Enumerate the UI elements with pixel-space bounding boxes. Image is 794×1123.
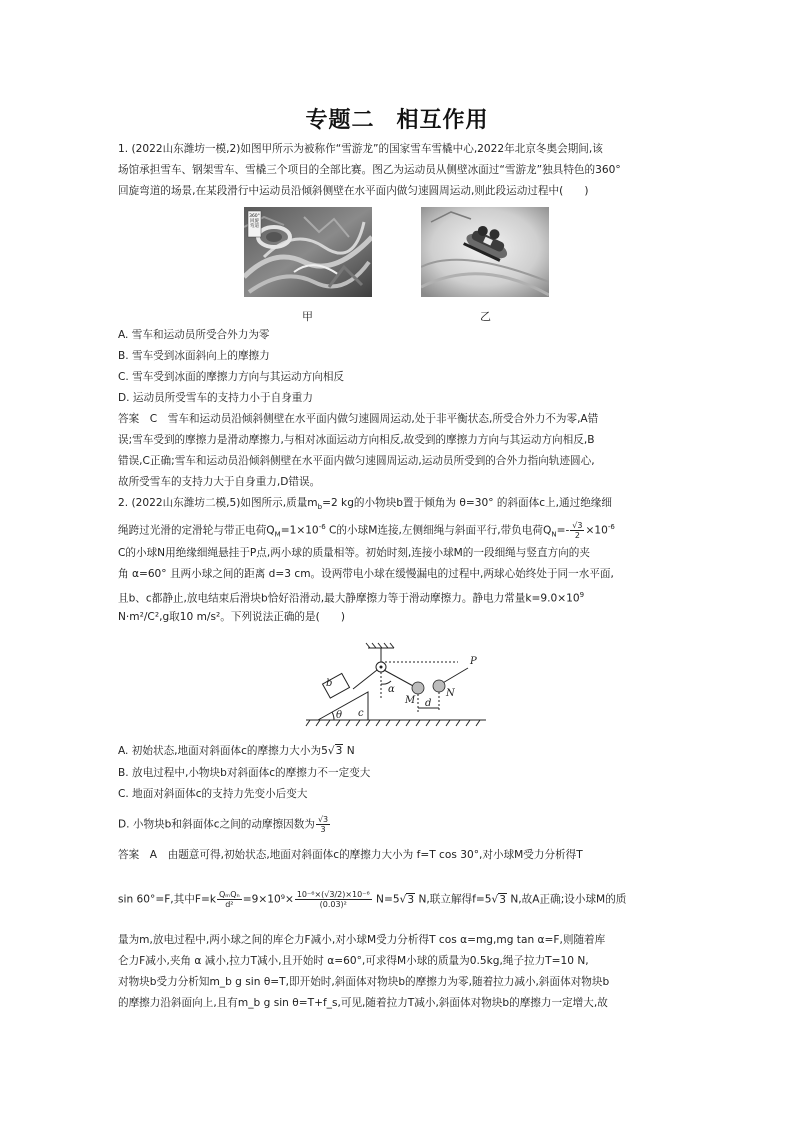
- incline-pulley-diagram: [296, 640, 496, 732]
- q2-fraction-num: √3: [572, 521, 583, 531]
- q2-option-a-suffix: N: [343, 745, 355, 757]
- q2-ans2-d: N,联立解得f=5: [415, 893, 492, 906]
- label-c: c: [358, 708, 364, 719]
- q2-fraction: [570, 521, 584, 540]
- q2-line-1-sub: b: [317, 503, 323, 512]
- q1-option-c: C. 雪车受到冰面的摩擦力方向与其运动方向相反: [118, 371, 345, 383]
- q2-line-1: [118, 496, 678, 515]
- q2-ans2-a: sin 60°=F,其中F=k: [118, 893, 216, 906]
- q2-answer-line-1: 答案 A 由题意可得,初始状态,地面对斜面体c的摩擦力大小为 f=T cos 30°,对小球M受力分析得T: [118, 849, 583, 861]
- label-alpha: α: [388, 684, 395, 695]
- q2-option-a: A. 初始状态,地面对斜面体c的摩擦力大小为5√3 N: [118, 745, 355, 757]
- ball-n: [433, 680, 445, 692]
- q2-line-2-c: C的小球M连接,左侧细绳与斜面平行,带负电荷Q: [325, 524, 552, 537]
- q2-ans2-frac2-num: 10⁻⁶×(√3/2)×10⁻⁶: [296, 890, 370, 899]
- q2-option-d: [118, 815, 678, 834]
- page-title: [0, 103, 794, 134]
- sliding-track-aerial-image: [244, 207, 372, 297]
- q1-option-b: B. 雪车受到冰面斜向上的摩擦力: [118, 350, 270, 362]
- q2-ans2-e: N,故A正确;设小球M的质: [507, 893, 627, 906]
- q2-diagram: [296, 640, 496, 732]
- q1-answer-line-4: 故所受雪车的支持力大于自身重力,D错误。: [118, 476, 321, 488]
- q2-option-d-den: 3: [320, 825, 326, 834]
- ball-m: [412, 682, 424, 694]
- q2-line-1-a: 2. (2022山东潍坊二模,5)如图所示,质量m: [118, 497, 318, 509]
- q2-ans2-frac1: [217, 890, 242, 909]
- label-d: d: [425, 698, 432, 709]
- q2-line-5-a: 且b、c都静止,放电结束后滑块b恰好沿滑动,最大静摩擦力等于滑动摩擦力。静电力常量k=9.0×10: [118, 592, 580, 605]
- q2-option-d-num: √3: [317, 815, 329, 824]
- q2-line-3: C的小球N用绝缘细绳悬挂于P点,两小球的质量相等。初始时刻,连接小球M的一段细绳与竖直方向的夹: [118, 547, 590, 559]
- q2-answer-line-6: 的摩擦力沿斜面向上,且有m_b g sin θ=T+f_s,可见,随着拉力T减小,斜面体对物块b的摩擦力一定增大,故: [118, 997, 608, 1009]
- q2-line-2-sup: -6: [318, 523, 326, 531]
- label-b: b: [326, 678, 333, 689]
- title-topic: 专题二: [305, 108, 375, 133]
- figure-b-caption: 乙: [480, 310, 491, 323]
- q1-line-1: 1. (2022山东潍坊一模,2)如图甲所示为被称作“雪游龙”的国家雪车雪橇中心,2022年北京冬奥会期间,该: [118, 143, 603, 155]
- q2-answer-line-3: 量为m,放电过程中,两小球之间的库仑力F减小,对小球M受力分析得T cos α=mg,mg tan α=F,则随着库: [118, 934, 606, 946]
- title-subject: 相互作用: [396, 108, 489, 133]
- q2-line-2-d: =-: [556, 524, 570, 537]
- q1-line-3: 回旋弯道的场景,在某段滑行中运动员沿倾斜侧壁在水平面内做匀速圆周运动,则此段运动过程中( ): [118, 185, 589, 197]
- q2-ans2-sqrt: 3: [407, 893, 415, 906]
- q2-line-5-sup: 9: [579, 591, 585, 599]
- q2-ans2-sqrt2: 3: [499, 893, 507, 906]
- q1-line-2: 场馆承担雪车、钢架雪车、雪橇三个项目的全部比赛。图乙为运动员从侧壁冰面过“雪游龙”独具特色的360°: [118, 164, 621, 176]
- q2-fraction-den: 2: [574, 531, 580, 541]
- q2-option-d-prefix: D. 小物块b和斜面体c之间的动摩擦因数为: [118, 818, 315, 831]
- q2-ans2-c: N=5: [372, 893, 400, 906]
- q2-ans2-frac1-den: d²: [225, 900, 234, 909]
- q2-option-c: C. 地面对斜面体c的支持力先变小后变大: [118, 788, 308, 800]
- q2-option-a-sqrt: 3: [335, 745, 343, 757]
- q2-line-2-sup2: -6: [607, 523, 615, 531]
- q2-line-2-a: 绳跨过光滑的定滑轮与带正电荷Q: [118, 524, 275, 537]
- q1-answer-line-1: 答案 C 雪车和运动员沿倾斜侧壁在水平面内做匀速圆周运动,处于非平衡状态,所受合外力不为零,A错: [118, 413, 599, 425]
- q2-line-2-sub2: N: [551, 530, 557, 539]
- label-p: P: [470, 656, 477, 667]
- q1-option-a: A. 雪车和运动员所受合外力为零: [118, 329, 270, 341]
- q2-answer-line-5: 对物块b受力分析知m_b g sin θ=T,即开始时,斜面体对物块b的摩擦力为零,随着拉力减小,斜面体对物块b: [118, 976, 610, 988]
- q2-line-5: [118, 588, 678, 607]
- figure-a-photo: [244, 207, 372, 297]
- q2-line-4: 角 α=60° 且两小球之间的距离 d=3 cm。设两带电小球在缓慢漏电的过程中,两球心始终处于同一水平面,: [118, 568, 614, 580]
- q2-answer-line-4: 仑力F减小,夹角 α 减小,拉力T减小,且开始时 α=60°,可求得M小球的质量为0.5kg,绳子拉力T=10 N,: [118, 955, 589, 967]
- label-m: M: [405, 695, 416, 706]
- q2-ans2-frac2-den: (0.03)²: [319, 900, 347, 909]
- q1-answer-line-2: 误;雪车受到的摩擦力是滑动摩擦力,与相对冰面运动方向相反,故受到的摩擦力方向与其运动方向相反,B: [118, 434, 595, 446]
- q2-option-d-fraction: [316, 815, 330, 834]
- q2-ans2-frac1-num: QₘQₙ: [218, 890, 240, 899]
- q2-ans2-frac2: [295, 890, 372, 909]
- figure-a-caption: 甲: [302, 310, 313, 323]
- q2-option-b: B. 放电过程中,小物块b对斜面体c的摩擦力不一定变大: [118, 767, 371, 779]
- figure-a-sign: 360°回旋弯道: [249, 214, 260, 229]
- q2-option-a-prefix: A. 初始状态,地面对斜面体c的摩擦力大小为5: [118, 745, 328, 757]
- label-theta: θ: [336, 710, 343, 721]
- q2-line-1-b: =2 kg的小物块b置于倾角为 θ=30° 的斜面体c上,通过绝缘细: [322, 497, 612, 509]
- q1-option-d: D. 运动员所受雪车的支持力小于自身重力: [118, 392, 313, 404]
- bobsled-on-wall-image: [421, 207, 549, 297]
- q2-line-2-e: ×10: [585, 524, 608, 537]
- q2-line-2-b: =1×10: [280, 524, 319, 537]
- q2-line-2-sub: M: [274, 530, 281, 539]
- q2-line-6: N·m²/C²,g取10 m/s²。下列说法正确的是( ): [118, 611, 346, 623]
- q2-ans2-b: =9×10⁹×: [242, 893, 294, 906]
- q1-answer-line-3: 错误,C正确;雪车和运动员沿倾斜侧壁在水平面内做匀速圆周运动,运动员所受到的合外力指向轨迹圆心,: [118, 455, 595, 467]
- figure-b-photo: [421, 207, 549, 297]
- label-n: N: [446, 688, 455, 699]
- q2-answer-line-2: sin 60°=F,其中F=k $\frac{\text{QₘQₙ}}{\text{d²}}$ =9×10⁹× $\frac{\text{10⁻⁶×(√3/2)×10⁻⁶}}{\text{(0.03)²}}$ N=5√3 N,联立解得f=5√3 N,故A正确;设小球M的质: [118, 890, 627, 909]
- q2-line-2: [118, 520, 678, 543]
